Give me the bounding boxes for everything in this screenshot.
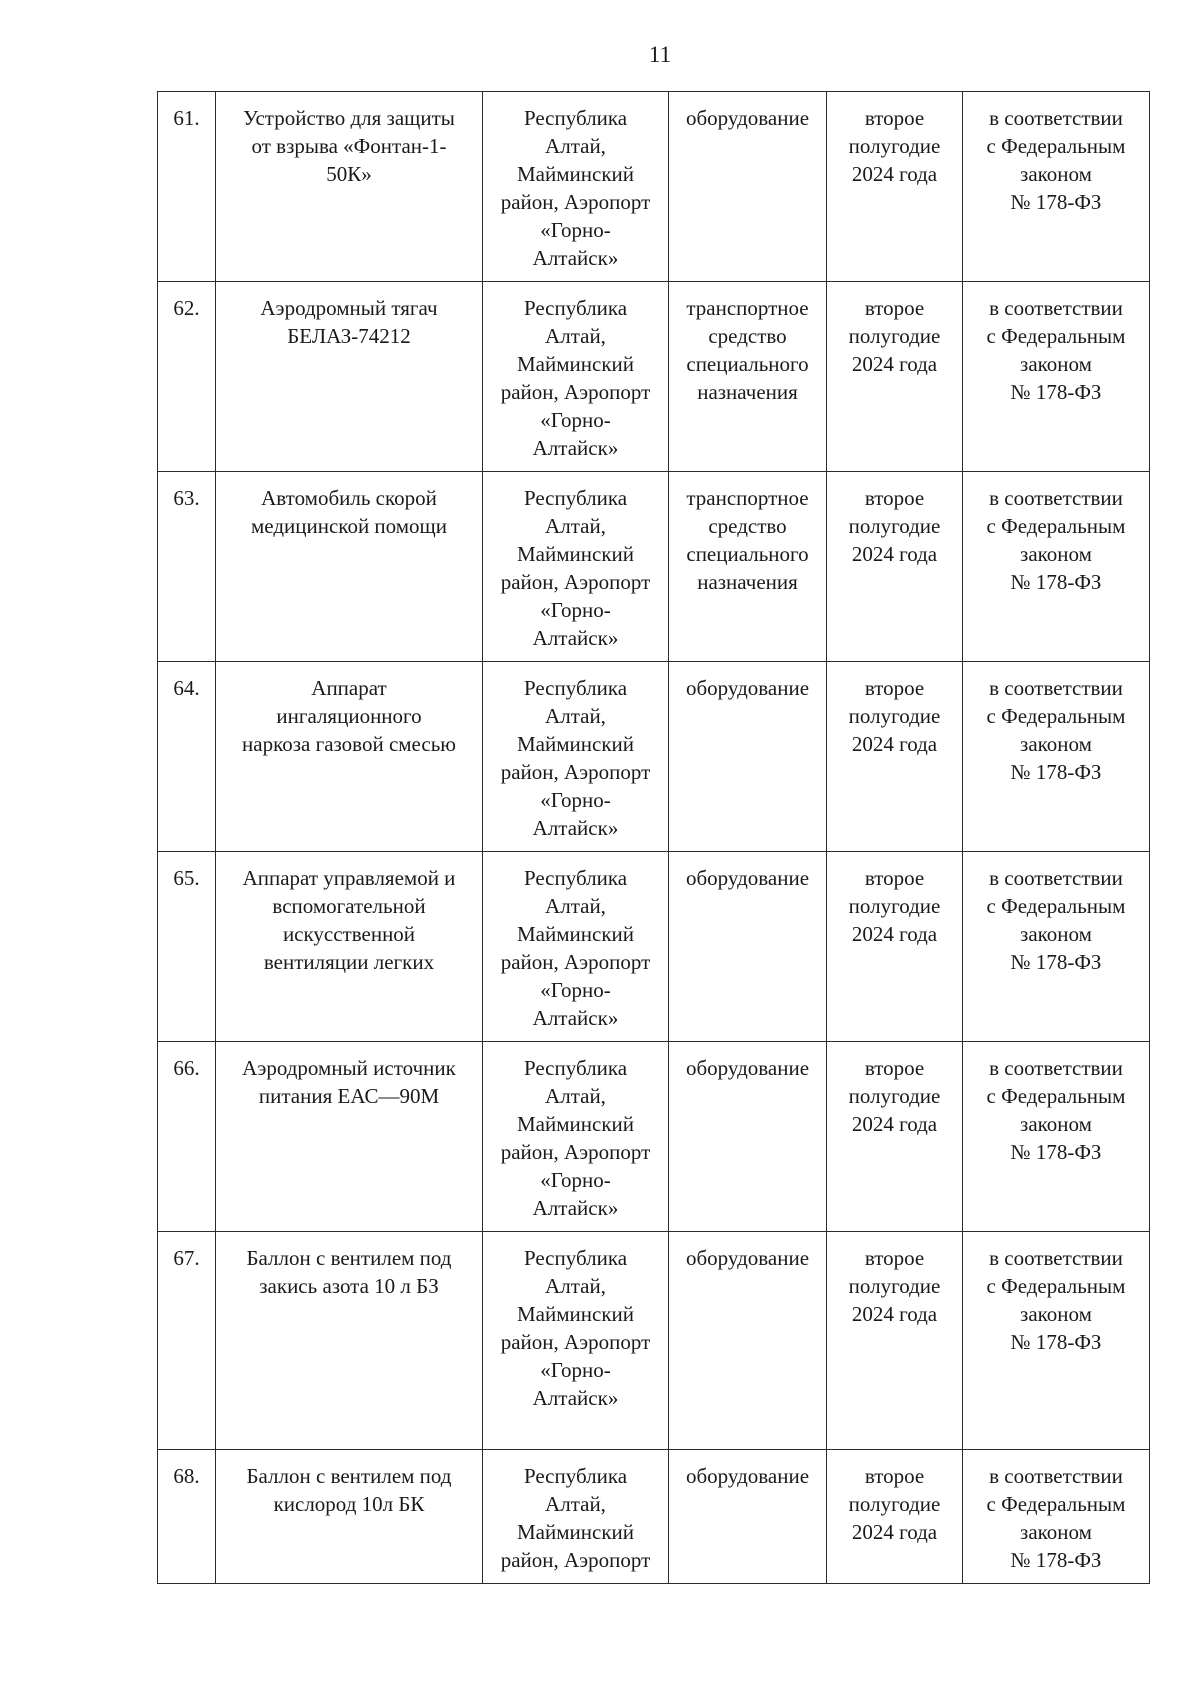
- item-location: Республика Алтай, Майминский район, Аэропорт: [483, 1450, 669, 1584]
- table-row: [158, 282, 1150, 472]
- item-type: оборудование: [669, 662, 827, 852]
- item-location: Республика Алтай, Майминский район, Аэропорт «Горно- Алтайск»: [483, 852, 669, 1042]
- row-number: 61.: [158, 92, 216, 282]
- equipment-table: [157, 91, 1150, 1584]
- item-basis: в соответствии с Федеральным законом № 178-ФЗ: [963, 282, 1150, 472]
- row-number: 62.: [158, 282, 216, 472]
- item-name: Аэродромный источник питания ЕАС—90М: [216, 1042, 483, 1232]
- item-basis: в соответствии с Федеральным законом № 178-ФЗ: [963, 1042, 1150, 1232]
- item-period: второе полугодие 2024 года: [827, 1042, 963, 1232]
- item-name: Автомобиль скорой медицинской помощи: [216, 472, 483, 662]
- page-number: 11: [648, 42, 672, 67]
- row-number: 67.: [158, 1232, 216, 1450]
- item-basis: в соответствии с Федеральным законом № 178-ФЗ: [963, 852, 1150, 1042]
- item-type: транспортное средство специального назначения: [669, 472, 827, 662]
- item-period: второе полугодие 2024 года: [827, 472, 963, 662]
- item-type: транспортное средство специального назначения: [669, 282, 827, 472]
- table-row: [158, 92, 1150, 282]
- item-period: второе полугодие 2024 года: [827, 282, 963, 472]
- item-type: оборудование: [669, 852, 827, 1042]
- item-name: Аппарат управляемой и вспомогательной искусственной вентиляции легких: [216, 852, 483, 1042]
- table-row: [158, 1232, 1150, 1450]
- item-type: оборудование: [669, 1450, 827, 1584]
- row-number: 66.: [158, 1042, 216, 1232]
- item-period: второе полугодие 2024 года: [827, 1450, 963, 1584]
- item-period: второе полугодие 2024 года: [827, 662, 963, 852]
- item-basis: в соответствии с Федеральным законом № 178-ФЗ: [963, 92, 1150, 282]
- row-number: 65.: [158, 852, 216, 1042]
- item-name: Устройство для защиты от взрыва «Фонтан-1- 50К»: [216, 92, 483, 282]
- item-type: оборудование: [669, 1232, 827, 1450]
- item-name: Аэродромный тягач БЕЛАЗ-74212: [216, 282, 483, 472]
- item-type: оборудование: [669, 1042, 827, 1232]
- table-row: [158, 852, 1150, 1042]
- item-basis: в соответствии с Федеральным законом № 178-ФЗ: [963, 662, 1150, 852]
- item-location: Республика Алтай, Майминский район, Аэропорт «Горно- Алтайск»: [483, 92, 669, 282]
- table-row: [158, 662, 1150, 852]
- row-number: 64.: [158, 662, 216, 852]
- item-name: Баллон с вентилем под кислород 10л БК: [216, 1450, 483, 1584]
- item-basis: в соответствии с Федеральным законом № 178-ФЗ: [963, 1232, 1150, 1450]
- item-location: Республика Алтай, Майминский район, Аэропорт «Горно- Алтайск»: [483, 1232, 669, 1450]
- item-location: Республика Алтай, Майминский район, Аэропорт «Горно- Алтайск»: [483, 282, 669, 472]
- item-period: второе полугодие 2024 года: [827, 1232, 963, 1450]
- item-basis: в соответствии с Федеральным законом № 178-ФЗ: [963, 472, 1150, 662]
- item-basis: в соответствии с Федеральным законом № 178-ФЗ: [963, 1450, 1150, 1584]
- table-row: [158, 472, 1150, 662]
- item-location: Республика Алтай, Майминский район, Аэропорт «Горно- Алтайск»: [483, 472, 669, 662]
- item-location: Республика Алтай, Майминский район, Аэропорт «Горно- Алтайск»: [483, 662, 669, 852]
- table-row: [158, 1042, 1150, 1232]
- row-number: 63.: [158, 472, 216, 662]
- item-name: Баллон с вентилем под закись азота 10 л БЗ: [216, 1232, 483, 1450]
- item-type: оборудование: [669, 92, 827, 282]
- item-name: Аппарат ингаляционного наркоза газовой смесью: [216, 662, 483, 852]
- item-location: Республика Алтай, Майминский район, Аэропорт «Горно- Алтайск»: [483, 1042, 669, 1232]
- row-number: 68.: [158, 1450, 216, 1584]
- item-period: второе полугодие 2024 года: [827, 852, 963, 1042]
- item-period: второе полугодие 2024 года: [827, 92, 963, 282]
- table-row: [158, 1450, 1150, 1584]
